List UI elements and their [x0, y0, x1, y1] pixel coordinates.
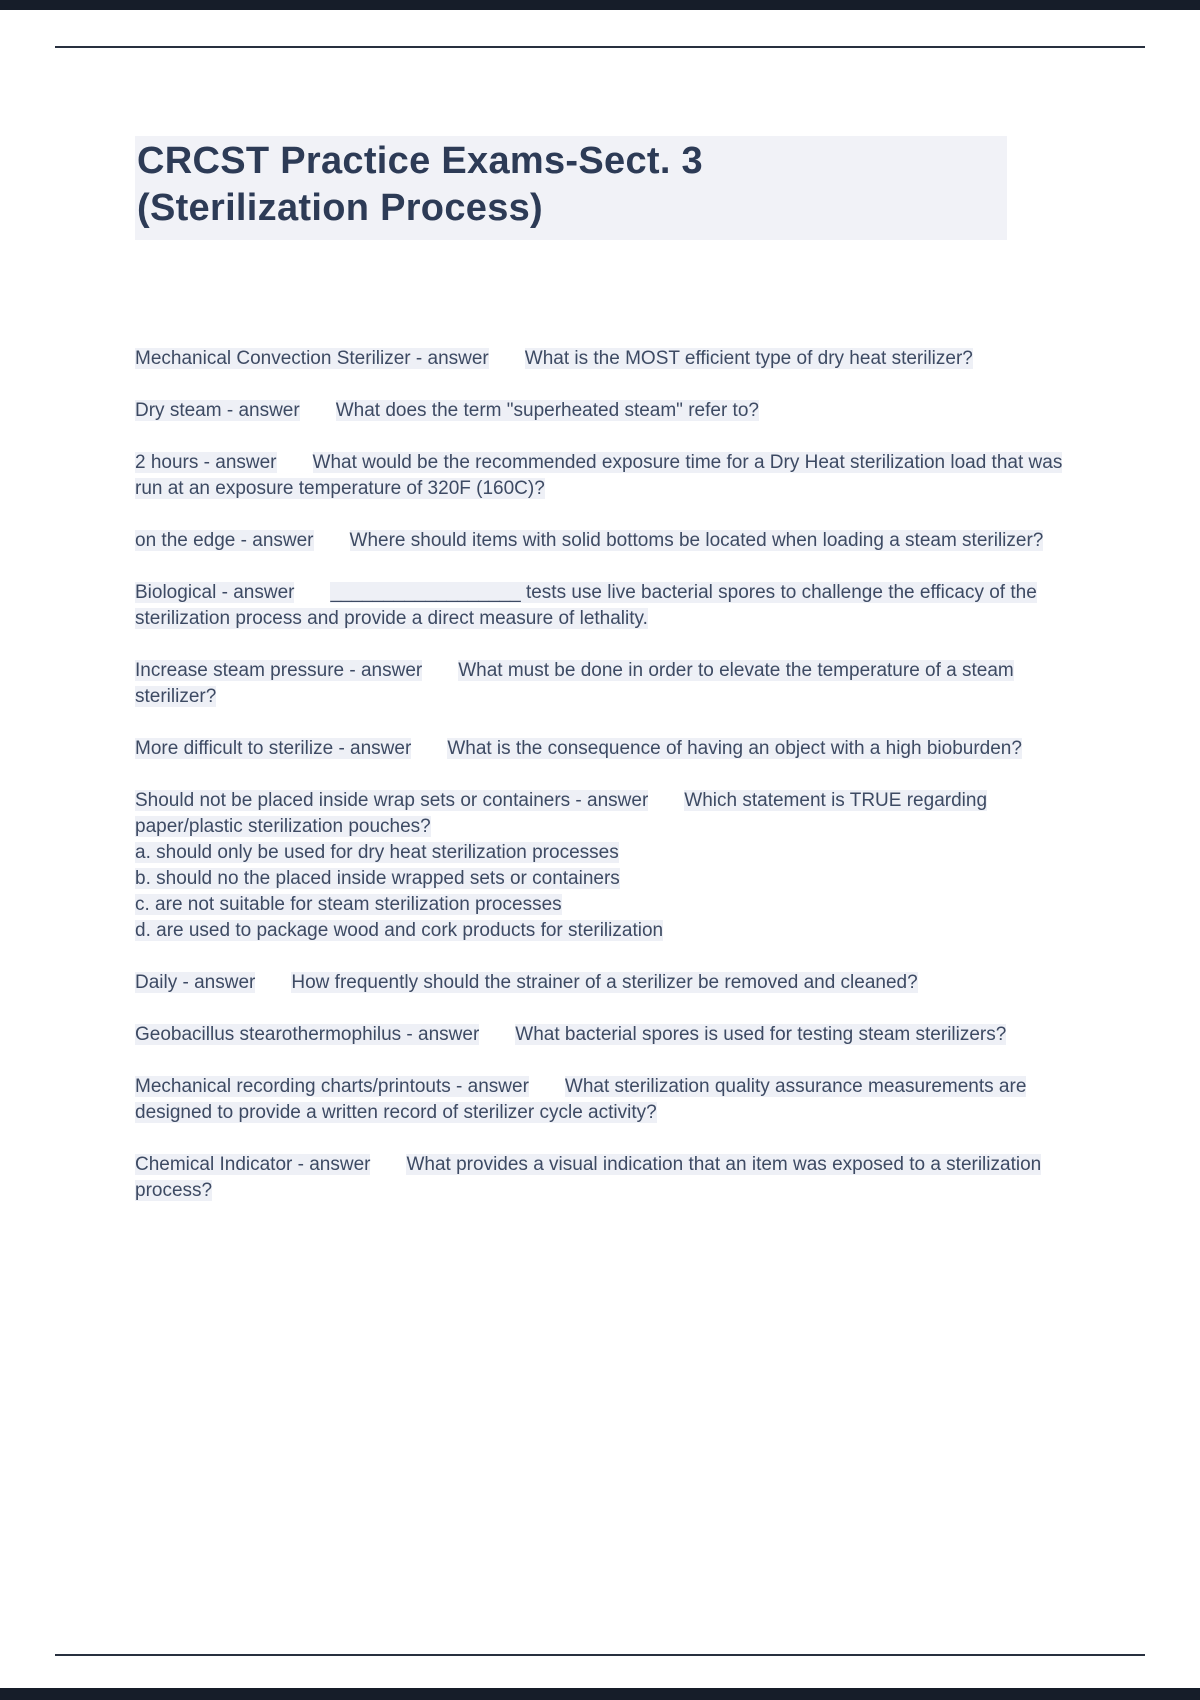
qa-item [135, 1022, 1065, 1048]
answer-text: on the edge - answer [135, 530, 314, 551]
qa-item [135, 658, 1065, 710]
question-text: What is the MOST efficient type of dry heat sterilizer? [524, 348, 973, 369]
answer-text: 2 hours - answer [135, 452, 277, 473]
answer-text: Geobacillus stearothermophilus - answer [135, 1024, 480, 1045]
qa-item [135, 1152, 1065, 1204]
bottom-divider-line [55, 1654, 1145, 1656]
qa-item [135, 970, 1065, 996]
page-title [135, 136, 1007, 240]
option-text: a. should only be used for dry heat sterilization processes [135, 842, 619, 863]
qa-item [135, 788, 1065, 944]
option-text: b. should no the placed inside wrapped sets or containers [135, 868, 620, 889]
answer-text: Dry steam - answer [135, 400, 300, 421]
answer-option [135, 866, 1065, 892]
question-text: What must be done in order to elevate the temperature of a steam sterilizer? [135, 660, 1014, 707]
option-text: c. are not suitable for steam sterilization processes [135, 894, 562, 915]
question-text: What provides a visual indication that an item was exposed to a sterilization process? [135, 1154, 1042, 1201]
answer-option [135, 918, 1065, 944]
page-title-line1: CRCST Practice Exams-Sect. 3 [137, 140, 703, 182]
answer-text: Increase steam pressure - answer [135, 660, 423, 681]
page-title-line2: (Sterilization Process) [137, 187, 544, 229]
option-text: d. are used to package wood and cork products for sterilization [135, 920, 664, 941]
qa-item [135, 528, 1065, 554]
answer-text: Daily - answer [135, 972, 256, 993]
qa-item [135, 398, 1065, 424]
answer-text: Should not be placed inside wrap sets or containers - answer [135, 790, 649, 811]
qa-item [135, 1074, 1065, 1126]
qa-text [135, 788, 1065, 840]
document-body [135, 136, 1065, 1230]
answer-text: More difficult to sterilize - answer [135, 738, 412, 759]
answer-text: Chemical Indicator - answer [135, 1154, 371, 1175]
question-text: How frequently should the strainer of a sterilizer be removed and cleaned? [291, 972, 918, 993]
question-text: __________________ tests use live bacterial spores to challenge the efficacy of the sterilization process and provide a direct measure of lethality. [135, 582, 1037, 629]
qa-list [135, 346, 1065, 1204]
question-text: Which statement is TRUE regarding paper/plastic sterilization pouches? [135, 790, 988, 837]
qa-item [135, 450, 1065, 502]
question-text: What is the consequence of having an object with a high bioburden? [447, 738, 1022, 759]
answer-text: Mechanical Convection Sterilizer - answer [135, 348, 489, 369]
qa-item [135, 346, 1065, 372]
question-text: What sterilization quality assurance measurements are designed to provide a written record of sterilizer cycle activity? [135, 1076, 1027, 1123]
qa-item [135, 736, 1065, 762]
question-text: What bacterial spores is used for testing steam sterilizers? [515, 1024, 1007, 1045]
bottom-border-bar [0, 1688, 1200, 1700]
answer-option [135, 892, 1065, 918]
answer-option [135, 840, 1065, 866]
qa-item [135, 580, 1065, 632]
top-border-bar [0, 0, 1200, 10]
top-divider-line [55, 46, 1145, 48]
question-text: Where should items with solid bottoms be located when loading a steam sterilizer? [349, 530, 1044, 551]
question-text: What would be the recommended exposure time for a Dry Heat sterilization load that was run at an exposure temperature of 320F (160C)? [135, 452, 1063, 499]
question-text: What does the term "superheated steam" refer to? [335, 400, 759, 421]
answer-text: Mechanical recording charts/printouts - answer [135, 1076, 529, 1097]
answer-text: Biological - answer [135, 582, 295, 603]
